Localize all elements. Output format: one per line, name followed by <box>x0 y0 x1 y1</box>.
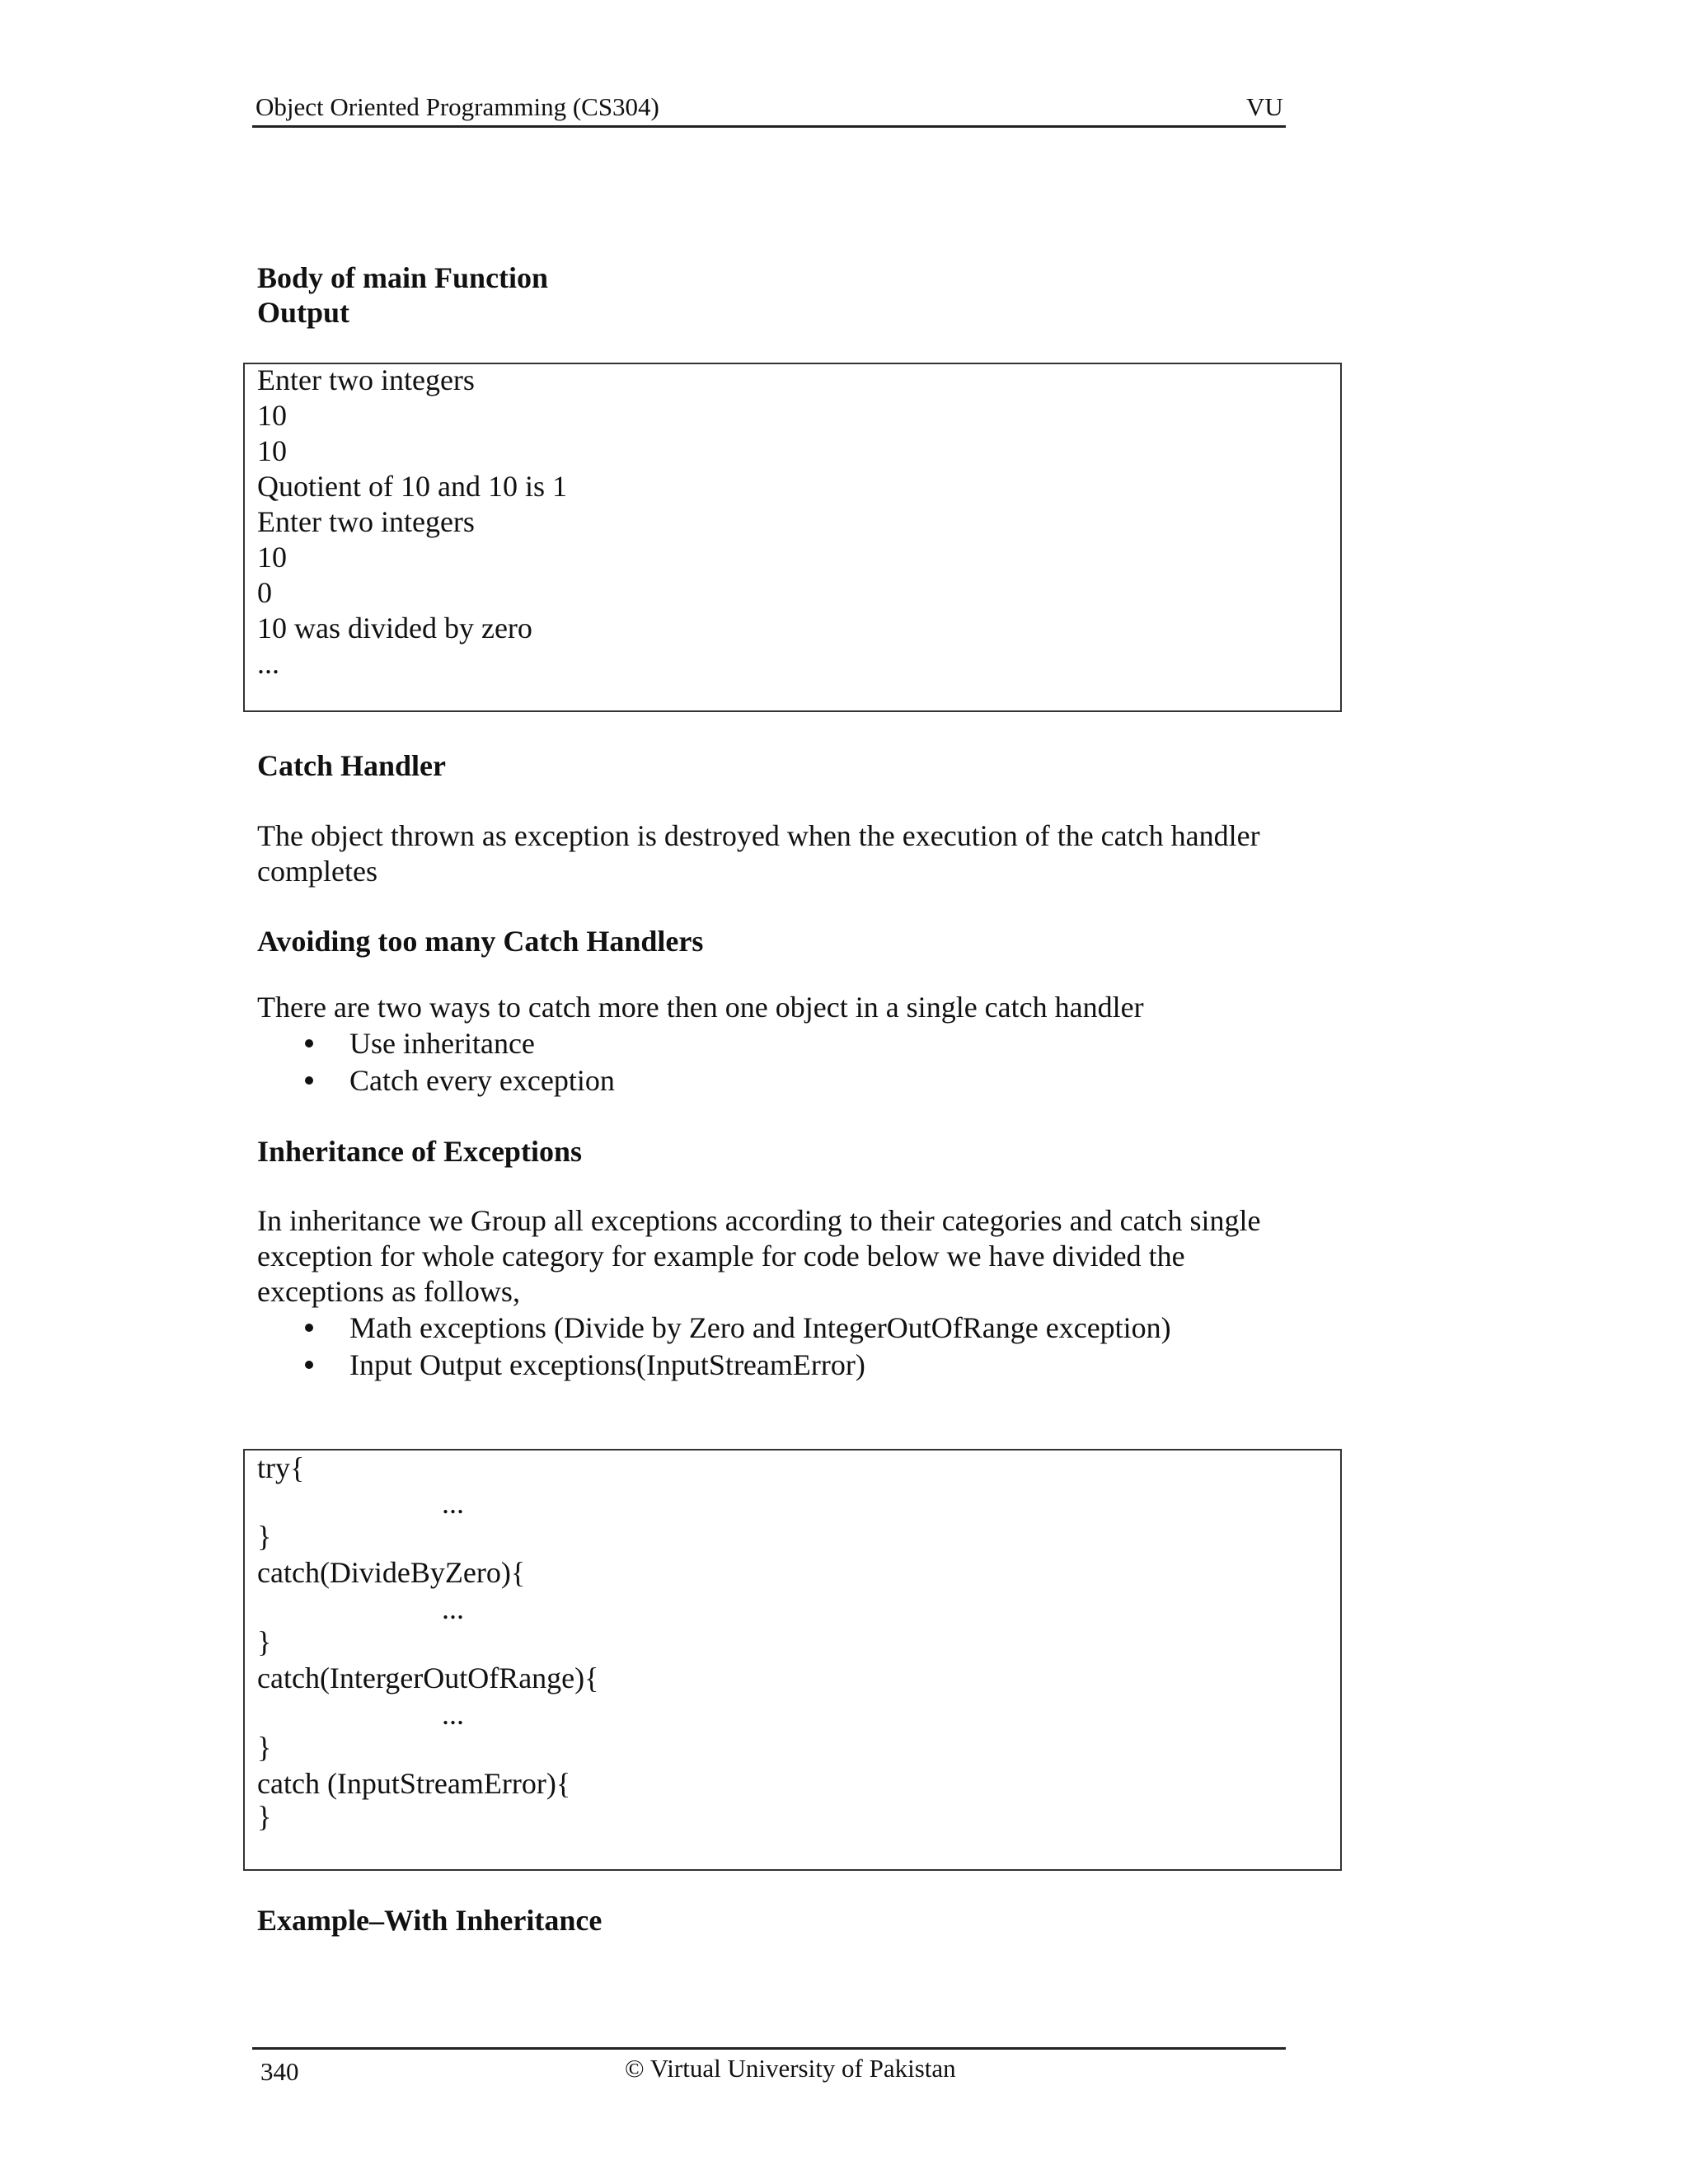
heading-body-main: Body of main Function <box>257 261 549 294</box>
output-line: Quotient of 10 and 10 is 1 <box>257 470 567 503</box>
heading-catch-handler: Catch Handler <box>257 749 446 782</box>
output-line: 10 was divided by zero <box>257 612 532 644</box>
code-line: } <box>257 1800 272 1833</box>
code-line: catch(DivideByZero){ <box>257 1556 526 1589</box>
code-line: } <box>257 1731 272 1764</box>
code-line: ... <box>442 1487 464 1520</box>
heading-example: Example–With Inheritance <box>257 1904 603 1937</box>
list-item: Math exceptions (Divide by Zero and IntegerOutOfRange exception) <box>349 1311 1171 1344</box>
code-line: try{ <box>257 1451 305 1484</box>
code-line: catch (InputStreamError){ <box>257 1767 571 1800</box>
inheritance-text: exceptions as follows, <box>257 1275 520 1308</box>
output-line: Enter two integers <box>257 363 475 396</box>
list-item: Use inheritance <box>349 1027 535 1060</box>
footer-copyright: © Virtual University of Pakistan <box>625 2054 956 2083</box>
output-line: 0 <box>257 576 272 609</box>
output-line: Enter two integers <box>257 505 475 538</box>
code-line: ... <box>442 1592 464 1625</box>
page-number: 340 <box>260 2057 299 2086</box>
catch-handler-text: completes <box>257 855 377 888</box>
header-course-title: Object Oriented Programming (CS304) <box>256 92 659 121</box>
catch-handler-text: The object thrown as exception is destroyed when the execution of the catch handler <box>257 819 1260 852</box>
code-line: ... <box>442 1698 464 1731</box>
inheritance-text: In inheritance we Group all exceptions according to their categories and catch single <box>257 1204 1261 1237</box>
list-item: Catch every exception <box>349 1064 615 1097</box>
header-rule <box>252 125 1286 128</box>
output-line: ... <box>257 647 279 680</box>
output-line: 10 <box>257 399 287 432</box>
output-line: 10 <box>257 434 287 467</box>
list-item: Input Output exceptions(InputStreamError) <box>349 1348 865 1381</box>
header-institution: VU <box>1246 92 1283 121</box>
code-line: } <box>257 1625 272 1658</box>
code-line: } <box>257 1520 272 1553</box>
heading-output: Output <box>257 296 350 329</box>
inheritance-text: exception for whole category for example for code below we have divided the <box>257 1240 1185 1272</box>
output-line: 10 <box>257 541 287 574</box>
avoiding-intro: There are two ways to catch more then one object in a single catch handler <box>257 991 1144 1024</box>
heading-inheritance: Inheritance of Exceptions <box>257 1135 582 1168</box>
code-line: catch(IntergerOutOfRange){ <box>257 1661 599 1694</box>
footer-rule <box>252 2047 1286 2050</box>
heading-avoiding: Avoiding too many Catch Handlers <box>257 925 704 958</box>
code-box <box>243 1449 1342 1871</box>
